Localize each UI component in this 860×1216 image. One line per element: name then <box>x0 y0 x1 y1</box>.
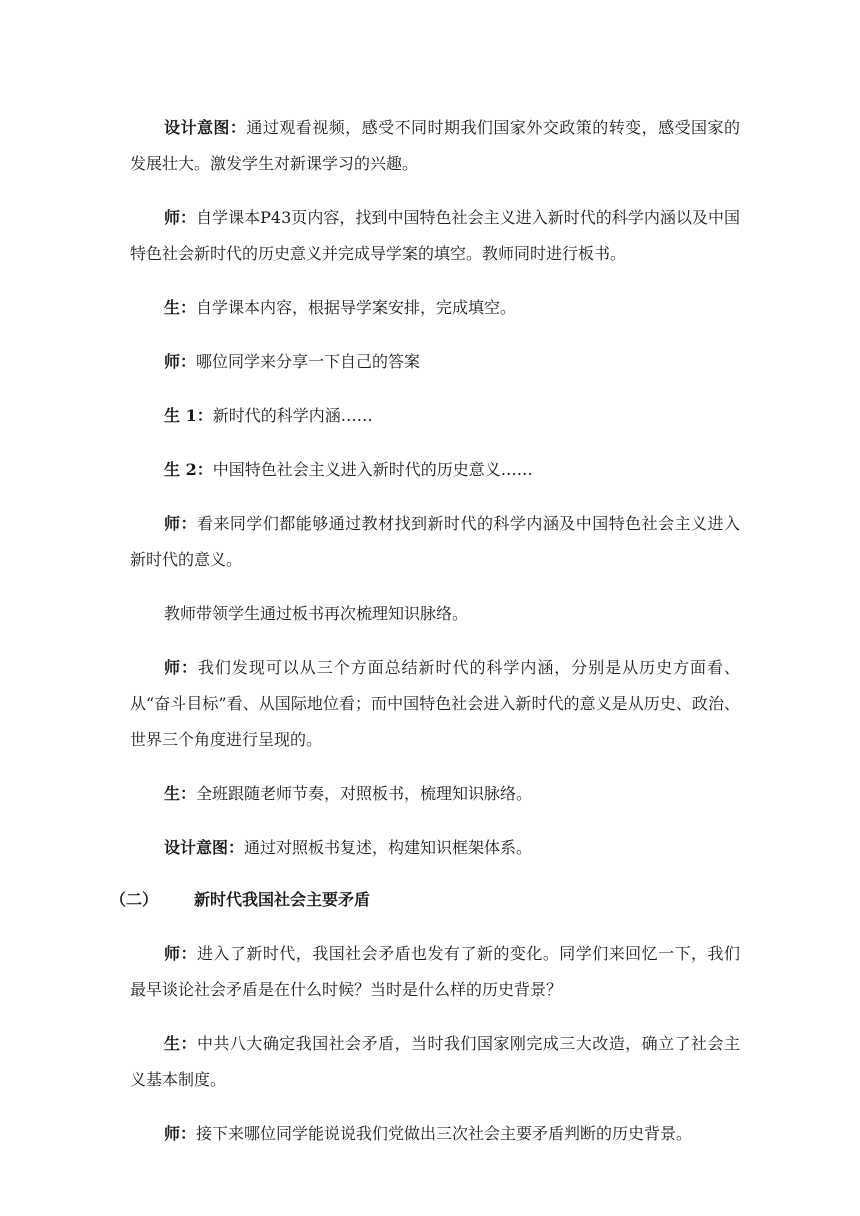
paragraph <box>130 830 740 866</box>
speaker-label: 生 2： <box>164 460 213 479</box>
speaker-label: 师： <box>164 658 198 677</box>
document-body <box>110 110 740 1170</box>
paragraph-text: 中共八大确定我国社会矛盾，当时我们国家刚完成三大改造，确立了社会主义基本制度。 <box>130 1034 740 1089</box>
paragraph-text: 全班跟随老师节奏，对照板书，梳理知识脉络。 <box>196 784 533 803</box>
speaker-label: 生： <box>164 784 197 803</box>
paragraph <box>130 776 740 812</box>
paragraph <box>130 1116 740 1152</box>
paragraph <box>130 110 740 182</box>
section-title: 新时代我国社会主要矛盾 <box>194 890 371 909</box>
section-heading <box>110 882 740 918</box>
paragraph-text: 自学课本内容，根据导学案安排，完成填空。 <box>196 298 517 317</box>
paragraph <box>130 506 740 578</box>
speaker-label: 生： <box>164 1034 197 1053</box>
paragraph-text: 通过观看视频，感受不同时期我们国家外交政策的转变，感受国家的发展壮大。激发学生对新课学习的兴趣。 <box>130 118 740 173</box>
section-number: （二） <box>110 890 159 909</box>
speaker-label: 师： <box>164 352 197 371</box>
paragraph <box>130 936 740 1008</box>
paragraph <box>130 452 740 488</box>
speaker-label: 师： <box>164 514 197 533</box>
paragraph-text: 新时代的科学内涵…… <box>212 406 373 425</box>
paragraph-text: 进入了新时代，我国社会矛盾也发有了新的变化。同学们来回忆一下，我们最早谈论社会矛盾是在什么时候？当时是什么样的历史背景？ <box>130 944 740 999</box>
paragraph-text: 通过对照板书复述，构建知识框架体系。 <box>244 838 533 857</box>
paragraph-text: 中国特色社会主义进入新时代的历史意义…… <box>212 460 533 479</box>
speaker-label: 师： <box>164 208 197 227</box>
paragraph <box>130 290 740 326</box>
paragraph <box>130 650 740 758</box>
speaker-label: 设计意图： <box>164 118 247 137</box>
paragraph-text: 接下来哪位同学能说说我们党做出三次社会主要矛盾判断的历史背景。 <box>196 1124 693 1143</box>
speaker-label: 师： <box>164 1124 197 1143</box>
speaker-label: 设计意图： <box>164 838 245 857</box>
paragraph <box>130 344 740 380</box>
paragraph-text: 教师带领学生通过板书再次梳理知识脉络。 <box>164 604 469 623</box>
paragraph-text: 看来同学们都能够通过教材找到新时代的科学内涵及中国特色社会主义进入新时代的意义。 <box>130 514 740 569</box>
paragraph <box>130 596 740 632</box>
paragraph <box>130 1026 740 1098</box>
paragraph-text: 我们发现可以从三个方面总结新时代的科学内涵，分别是从历史方面看、从“奋斗目标”看、从国际地位看；而中国特色社会进入新时代的意义是从历史、政治、世界三个角度进行呈现的。 <box>130 658 740 749</box>
paragraph-text: 哪位同学来分享一下自己的答案 <box>196 352 421 371</box>
paragraph-text: 自学课本P43页内容，找到中国特色社会主义进入新时代的科学内涵以及中国特色社会新时代的历史意义并完成导学案的填空。教师同时进行板书。 <box>130 208 740 263</box>
paragraph <box>130 398 740 434</box>
speaker-label: 生： <box>164 298 197 317</box>
speaker-label: 师： <box>164 944 197 963</box>
speaker-label: 生 1： <box>164 406 213 425</box>
paragraph <box>130 200 740 272</box>
